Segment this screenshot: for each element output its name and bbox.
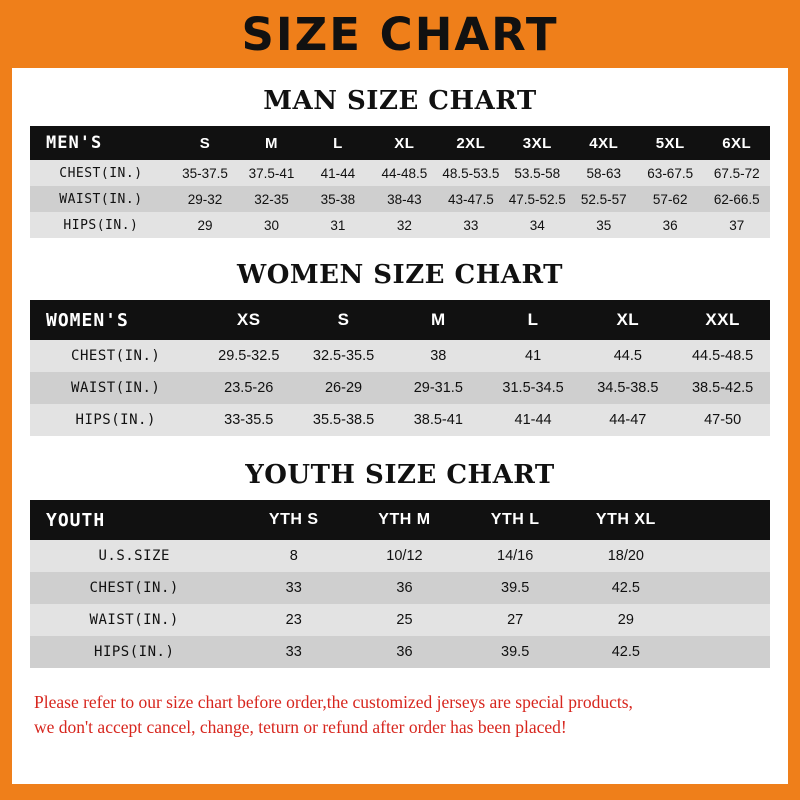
cell: 57-62 xyxy=(652,191,688,207)
cell: 26-29 xyxy=(324,380,363,396)
cell: 25 xyxy=(396,612,413,628)
cell: 29 xyxy=(617,612,634,628)
section-women xyxy=(30,260,770,436)
table-youth-col-spacer xyxy=(681,500,770,540)
cell: 41-44 xyxy=(320,165,356,181)
cell: 35 xyxy=(596,217,612,233)
table-youth xyxy=(30,500,770,668)
cell: 36 xyxy=(662,217,678,233)
table-man xyxy=(30,126,770,238)
section-title-man: MAN SIZE CHART xyxy=(263,86,537,116)
row-label: WAIST(IN.) xyxy=(89,612,179,628)
banner xyxy=(0,0,800,68)
section-man xyxy=(30,86,770,238)
cell: 37 xyxy=(729,217,745,233)
cell: 39.5 xyxy=(501,644,530,660)
cell: 39.5 xyxy=(501,580,530,596)
table-women-col-1: S xyxy=(337,310,350,329)
table-youth-col-2: YTH L xyxy=(490,511,540,528)
cell: 52.5-57 xyxy=(580,191,627,207)
row-label: CHEST(IN.) xyxy=(71,348,161,364)
table-row xyxy=(30,186,770,212)
table-man-col-1: M xyxy=(264,134,278,152)
cell-spacer xyxy=(681,540,770,572)
table-row xyxy=(30,636,770,668)
cell: 44-48.5 xyxy=(381,165,428,181)
table-youth-col-3: YTH XL xyxy=(595,511,656,528)
table-youth-body xyxy=(30,540,770,668)
cell: 27 xyxy=(507,612,524,628)
row-label: HIPS(IN.) xyxy=(63,217,139,233)
cell: 23.5-26 xyxy=(224,380,274,396)
row-label: WAIST(IN.) xyxy=(71,380,161,396)
notice-line-2: we don't accept cancel, change, teturn or refund after order has been placed! xyxy=(34,717,567,738)
cell: 35-38 xyxy=(320,191,356,207)
cell: 29 xyxy=(197,217,213,233)
cell: 33 xyxy=(285,644,302,660)
section-title-youth: YOUTH SIZE CHART xyxy=(245,460,555,490)
table-man-col-3: XL xyxy=(394,134,415,152)
cell: 67.5-72 xyxy=(713,165,760,181)
cell: 36 xyxy=(396,644,413,660)
table-women-head xyxy=(30,300,770,340)
cell: 31 xyxy=(330,217,346,233)
cell: 29-31.5 xyxy=(413,380,463,396)
cell: 42.5 xyxy=(611,644,640,660)
cell: 14/16 xyxy=(497,548,534,564)
cell: 44.5 xyxy=(613,348,642,364)
table-row xyxy=(30,572,770,604)
table-women-col-0: XS xyxy=(236,310,261,329)
cell: 38-43 xyxy=(387,191,422,207)
table-women-col-4: XL xyxy=(616,310,640,329)
cell: 36 xyxy=(396,580,413,596)
cell: 32-35 xyxy=(254,191,289,207)
chart-content xyxy=(12,86,788,741)
cell-spacer xyxy=(681,604,770,636)
table-row xyxy=(30,372,770,404)
cell: 29-32 xyxy=(187,191,223,207)
table-women-col-2: M xyxy=(430,310,446,329)
row-label: U.S.SIZE xyxy=(98,548,170,564)
cell: 37.5-41 xyxy=(248,165,295,181)
row-label: CHEST(IN.) xyxy=(59,165,143,181)
table-header-row xyxy=(30,126,770,160)
cell: 23 xyxy=(285,612,302,628)
cell: 38.5-41 xyxy=(413,412,463,428)
table-youth-corner: YOUTH xyxy=(46,509,106,531)
section-youth xyxy=(30,460,770,668)
table-women xyxy=(30,300,770,436)
section-title-women: WOMEN SIZE CHART xyxy=(237,260,563,290)
cell-spacer xyxy=(681,572,770,604)
table-man-col-7: 5XL xyxy=(655,134,685,152)
cell: 18/20 xyxy=(607,548,644,564)
cell: 38 xyxy=(430,348,447,364)
cell: 29.5-32.5 xyxy=(218,348,280,364)
row-label: WAIST(IN.) xyxy=(59,191,143,207)
cell: 32 xyxy=(396,217,412,233)
notice-line-1: Please refer to our size chart before order,the customized jerseys are special products, xyxy=(34,692,633,712)
cell: 38.5-42.5 xyxy=(691,380,754,396)
cell: 43-47.5 xyxy=(447,191,494,207)
cell: 10/12 xyxy=(386,548,423,564)
table-man-col-8: 6XL xyxy=(722,134,752,152)
cell: 41 xyxy=(525,348,542,364)
cell: 62-66.5 xyxy=(713,191,760,207)
row-label: CHEST(IN.) xyxy=(89,580,179,596)
table-header-row xyxy=(30,300,770,340)
cell: 34 xyxy=(529,217,545,233)
cell: 35.5-38.5 xyxy=(312,412,375,428)
cell: 32.5-35.5 xyxy=(312,348,375,364)
table-man-col-5: 3XL xyxy=(522,134,552,152)
table-man-col-6: 4XL xyxy=(589,134,619,152)
table-man-col-2: L xyxy=(333,134,343,152)
table-women-corner: WOMEN'S xyxy=(46,309,129,331)
cell: 8 xyxy=(289,548,298,564)
table-man-corner: MEN'S xyxy=(46,133,103,153)
table-youth-head xyxy=(30,500,770,540)
table-row xyxy=(30,212,770,238)
table-man-col-4: 2XL xyxy=(456,134,486,152)
cell: 33 xyxy=(285,580,302,596)
cell-spacer xyxy=(681,636,770,668)
cell: 47-50 xyxy=(704,412,742,428)
notice-text xyxy=(30,690,770,741)
cell: 42.5 xyxy=(611,580,640,596)
cell: 35-37.5 xyxy=(182,165,228,181)
cell: 53.5-58 xyxy=(514,165,561,181)
cell: 44.5-48.5 xyxy=(691,348,754,364)
table-women-body xyxy=(30,340,770,436)
table-row xyxy=(30,540,770,572)
cell: 33-35.5 xyxy=(224,412,274,428)
bottom-bar xyxy=(0,784,800,800)
table-women-col-3: L xyxy=(527,310,539,329)
table-man-head xyxy=(30,126,770,160)
table-man-body xyxy=(30,160,770,238)
table-row xyxy=(30,340,770,372)
cell: 33 xyxy=(463,217,479,233)
cell: 30 xyxy=(263,217,279,233)
cell: 48.5-53.5 xyxy=(442,165,500,181)
table-header-row xyxy=(30,500,770,540)
cell: 31.5-34.5 xyxy=(502,380,564,396)
cell: 44-47 xyxy=(609,412,647,428)
cell: 47.5-52.5 xyxy=(508,191,566,207)
row-label: HIPS(IN.) xyxy=(94,644,175,660)
banner-title: SIZE CHART xyxy=(241,7,559,61)
table-row xyxy=(30,404,770,436)
table-youth-col-1: YTH M xyxy=(378,511,431,528)
table-row xyxy=(30,160,770,186)
table-man-col-0: S xyxy=(199,134,211,152)
cell: 41-44 xyxy=(514,412,552,428)
table-youth-col-0: YTH S xyxy=(268,511,319,528)
table-row xyxy=(30,604,770,636)
cell: 63-67.5 xyxy=(647,165,694,181)
table-women-col-5: XXL xyxy=(705,310,740,329)
cell: 58-63 xyxy=(586,165,621,181)
row-label: HIPS(IN.) xyxy=(75,412,156,428)
cell: 34.5-38.5 xyxy=(597,380,659,396)
